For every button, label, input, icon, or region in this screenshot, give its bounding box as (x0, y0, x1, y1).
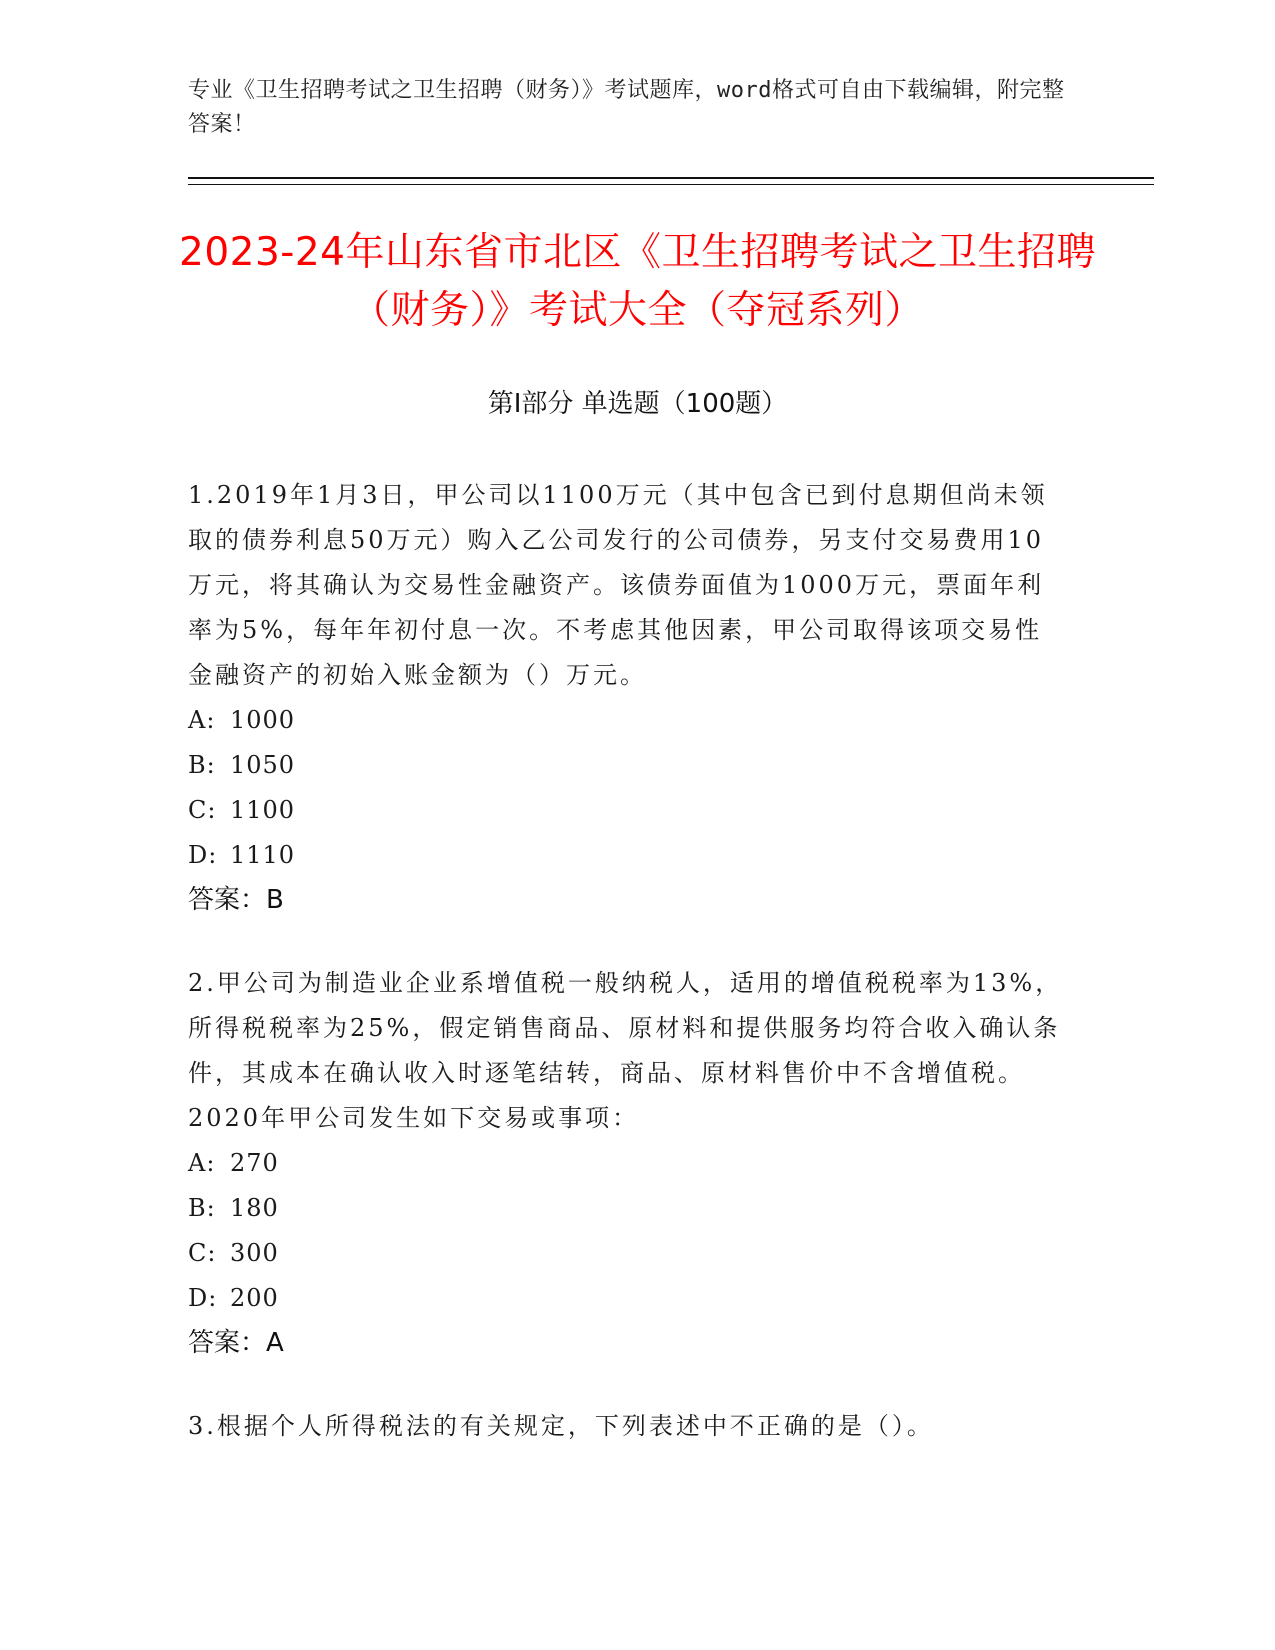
option-a (188, 1141, 1068, 1186)
option-letter: D: (188, 841, 218, 869)
option-value: 1110 (230, 841, 296, 869)
option-value: 270 (230, 1149, 279, 1177)
option-value: 1000 (230, 706, 296, 734)
option-a (188, 698, 1068, 743)
option-letter: A: (188, 1149, 216, 1177)
option-letter: B: (188, 1194, 216, 1222)
question-3 (188, 1404, 1068, 1449)
option-value: 300 (230, 1239, 279, 1267)
answer-line: 答案：A (188, 1328, 284, 1358)
option-value: 200 (230, 1284, 279, 1312)
header-note: 专业《卫生招聘考试之卫生招聘（财务）》考试题库，word格式可自由下载编辑，附完整答案！ (188, 78, 1065, 137)
option-c (188, 788, 1068, 833)
question-text: 3.根据个人所得税法的有关规定，下列表述中不正确的是（）。 (188, 1412, 934, 1440)
option-value: 1100 (230, 796, 296, 824)
option-b (188, 1186, 1068, 1231)
question-text: 1.2019年1月3日，甲公司以1100万元（其中包含已到付息期但尚未领取的债券利息50万元）购入乙公司发行的公司债券，另支付交易费用10万元，将其确认为交易性金融资产。该债券面值为1000万元，票面年利率为5%，每年年初付息一次。不考虑其他因素，甲公司取得该项交易性金融资产的初始入账金额为（）万元。 (188, 481, 1048, 689)
option-letter: C: (188, 796, 217, 824)
question-1 (188, 473, 1068, 923)
answer-line: 答案：B (188, 885, 284, 915)
option-d (188, 1276, 1068, 1321)
question-text: 2.甲公司为制造业企业系增值税一般纳税人，适用的增值税税率为13%，所得税税率为25%，假定销售商品、原材料和提供服务均符合收入确认条件，其成本在确认收入时逐笔结转，商品、原材料售价中不含增值税。2020年甲公司发生如下交易或事项： (188, 969, 1063, 1132)
header-divider-thin (188, 184, 1154, 185)
header-divider-thick (188, 177, 1154, 179)
question-2 (188, 961, 1068, 1366)
option-value: 1050 (230, 751, 296, 779)
option-value: 180 (230, 1194, 279, 1222)
option-letter: D: (188, 1284, 218, 1312)
option-c (188, 1231, 1068, 1276)
option-letter: A: (188, 706, 216, 734)
section-title: 第Ⅰ部分 单选题（100题） (487, 389, 788, 419)
option-d (188, 833, 1068, 878)
question-list (188, 473, 1068, 1475)
option-letter: B: (188, 751, 216, 779)
option-b (188, 743, 1068, 788)
document-title: 2023-24年山东省市北区《卫生招聘考试之卫生招聘（财务）》考试大全（夺冠系列） (179, 230, 1096, 333)
option-letter: C: (188, 1239, 217, 1267)
